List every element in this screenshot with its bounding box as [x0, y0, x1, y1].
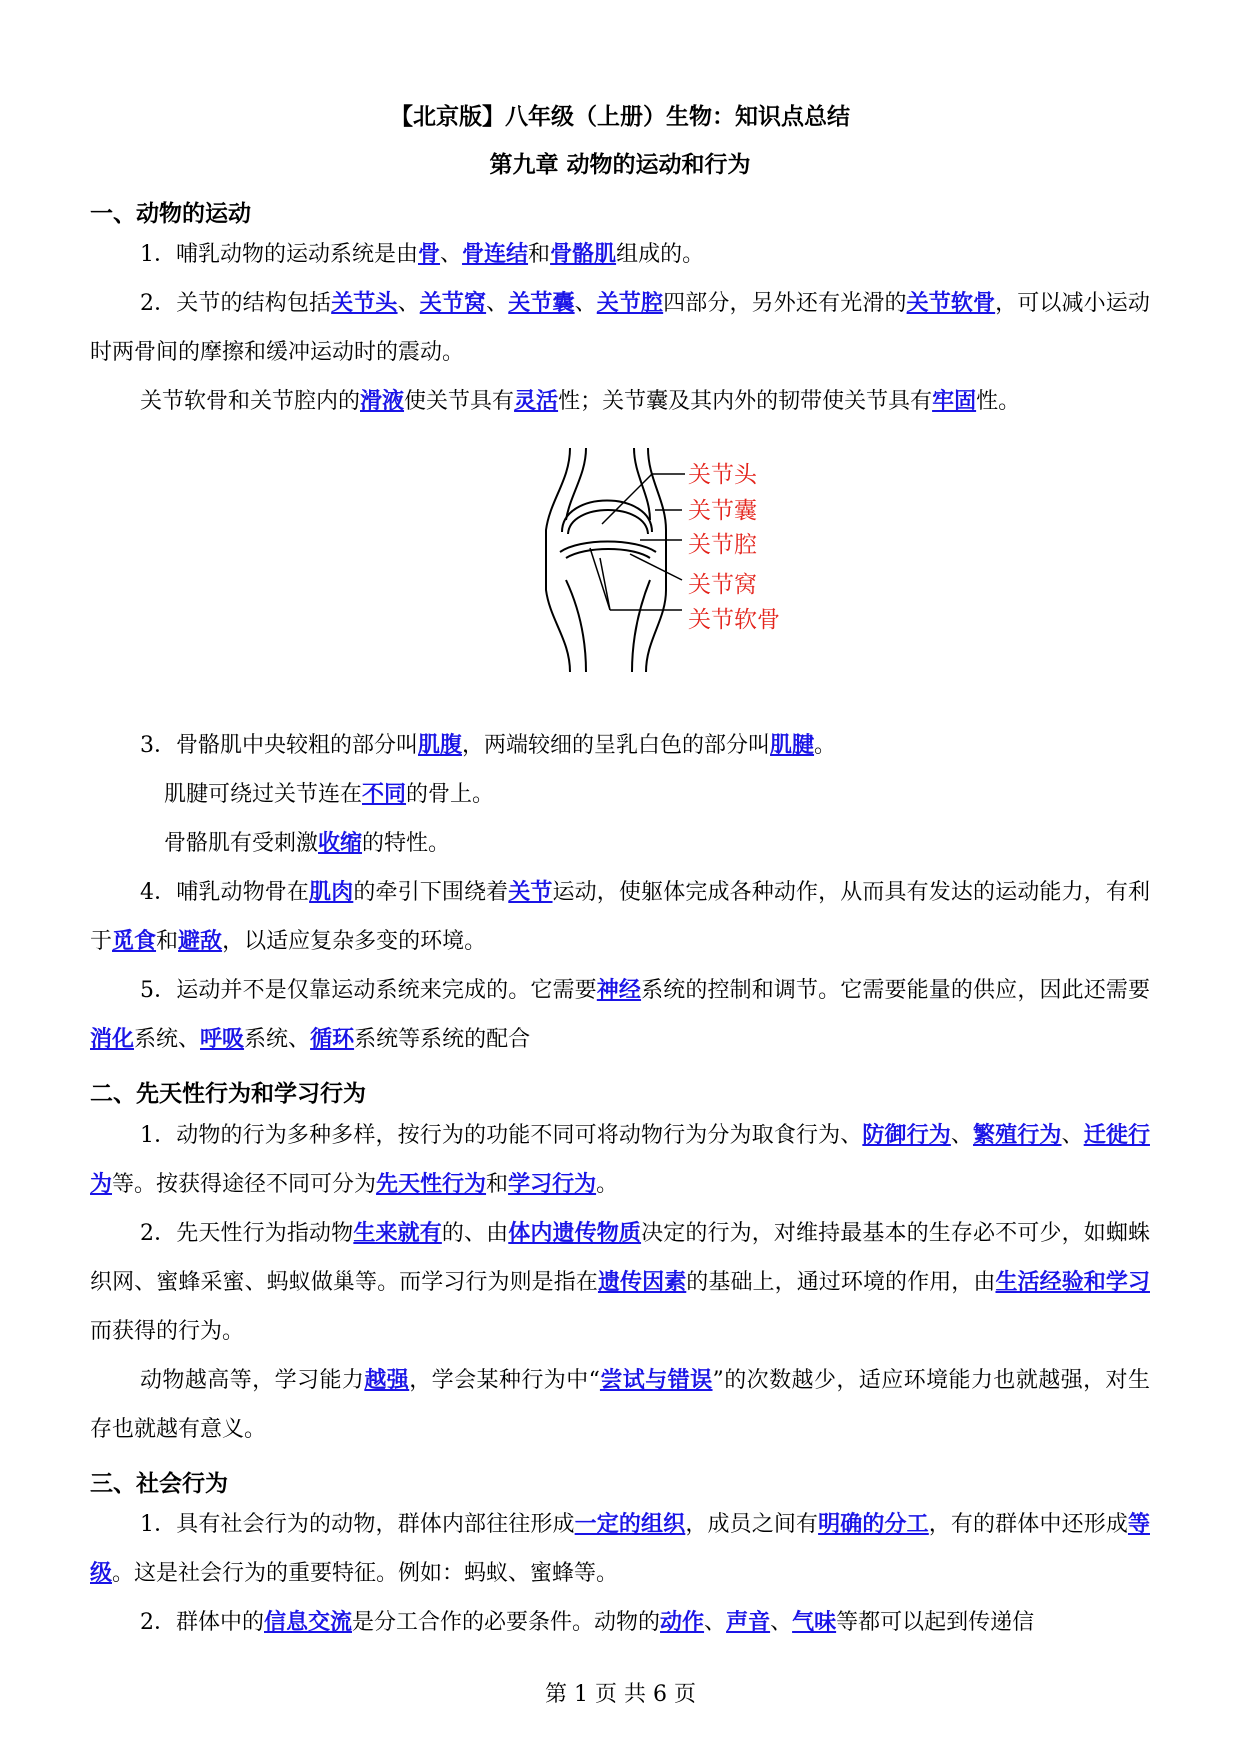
keyword: 学习行为: [508, 1172, 597, 1197]
section-heading-1: 一、动物的运动: [90, 201, 251, 227]
label-joint-head: 关节头: [688, 462, 757, 488]
keyword: 灵活: [514, 389, 559, 414]
text: 1．哺乳动物的运动系统是由: [140, 242, 418, 267]
paragraph-2-3: [90, 1356, 1150, 1454]
label-joint-capsule: 关节囊: [688, 498, 757, 524]
text: ，两端较细的呈乳白色的部分叫: [462, 733, 771, 758]
keyword: 一定的组织: [574, 1512, 686, 1537]
text: 、: [486, 291, 509, 316]
text: ，学会某种行为中“: [409, 1368, 600, 1393]
keyword: 信息交流: [264, 1610, 353, 1635]
paragraph-2-2: [90, 1209, 1150, 1356]
text: 、: [397, 291, 420, 316]
text: 动物越高等，学习能力: [140, 1368, 365, 1393]
text: 的、由: [441, 1221, 509, 1246]
text: 四部分，另外还有光滑的: [663, 291, 907, 316]
paragraph-2-1: [90, 1111, 1150, 1209]
text: 骨骼肌有受刺激: [164, 831, 319, 856]
text: 5．运动并不是仅靠运动系统来完成的。它需要: [140, 978, 597, 1003]
text: 系统、: [244, 1027, 311, 1052]
leader-line: [630, 554, 682, 580]
keyword: 等级: [90, 1512, 1150, 1586]
joint-head-cartilage: [568, 510, 648, 534]
text: 2．群体中的: [140, 1610, 264, 1635]
keyword: 骨: [418, 242, 441, 267]
text: 组成的。: [616, 242, 705, 267]
keyword: 呼吸: [200, 1027, 245, 1052]
paragraph-1-5: [90, 770, 1150, 819]
text: 和: [528, 242, 551, 267]
text: 3．骨骼肌中央较粗的部分叫: [140, 733, 418, 758]
keyword: 避敌: [178, 929, 223, 954]
paragraph-1-2: [90, 279, 1150, 377]
joint-socket-cartilage: [566, 549, 650, 558]
keyword: 繁殖行为: [973, 1123, 1062, 1148]
paragraph-1-6: [90, 819, 1150, 868]
label-joint-socket: 关节窝: [688, 572, 757, 598]
paragraph-3-2: [90, 1598, 1150, 1647]
text: 和: [486, 1172, 509, 1197]
keyword: 肌腹: [418, 733, 463, 758]
keyword: 收缩: [318, 831, 363, 856]
keyword: 骨骼肌: [550, 242, 617, 267]
keyword: 迁徙行为: [90, 1123, 1150, 1197]
keyword: 尝试与错误: [599, 1368, 713, 1393]
outer-left-outline: [546, 448, 570, 672]
text: 、: [770, 1610, 793, 1635]
paragraph-1-8: [90, 966, 1150, 1064]
text: 、: [704, 1610, 727, 1635]
keyword: 关节腔: [596, 291, 664, 316]
text: 关节软骨和关节腔内的: [140, 389, 361, 414]
text: 的基础上，通过环境的作用，由: [686, 1270, 996, 1295]
paragraph-1-4: [90, 721, 1150, 770]
keyword: 气味: [792, 1610, 837, 1635]
text: 1．具有社会行为的动物，群体内部往往形成: [140, 1512, 575, 1537]
paragraph-3-1: [90, 1500, 1150, 1598]
paragraph-1-1: [90, 230, 1150, 279]
keyword: 肌肉: [309, 880, 354, 905]
text: 系统、: [134, 1027, 201, 1052]
keyword: 动作: [660, 1610, 705, 1635]
keyword: 体内遗传物质: [508, 1221, 642, 1246]
text: 。这是社会行为的重要特征。例如：蚂蚁、蜜蜂等。: [112, 1561, 619, 1586]
text: 运动，使躯体完成各种动作，从而具有发达的运动能力，有利于: [90, 880, 1150, 954]
keyword: 防御行为: [862, 1123, 951, 1148]
keyword: 生活经验和学习: [995, 1270, 1150, 1295]
text: 等。按获得途径不同可分为: [112, 1172, 377, 1197]
joint-socket: [560, 542, 656, 553]
keyword: 滑液: [360, 389, 405, 414]
text: 和: [156, 929, 179, 954]
keyword: 关节囊: [508, 291, 575, 316]
leader-line: [590, 548, 610, 610]
text: 、: [574, 291, 597, 316]
keyword: 明确的分工: [818, 1512, 929, 1537]
page-footer: 第 1 页 共 6 页: [545, 1682, 696, 1707]
text: 决定的行为，对维持最基本的生存必不可少，如蜘蛛织网、蜜蜂采蜜、蚂蚁做巢等。而学习行为则是指在: [90, 1221, 1150, 1295]
text: ，有的群体中还形成: [928, 1512, 1128, 1537]
joint-structure-diagram: [490, 440, 890, 680]
text: 2．关节的结构包括: [140, 291, 332, 316]
keyword: 循环: [310, 1027, 355, 1052]
joint-head: [562, 501, 652, 533]
text: 。: [596, 1172, 619, 1197]
paragraph-1-3: [90, 377, 1150, 426]
keyword: 关节软骨: [906, 291, 996, 316]
text: 性。: [976, 389, 1021, 414]
text: ，可以减小运动时两骨间的摩擦和缓冲运动时的震动。: [90, 291, 1150, 365]
text: 、: [1061, 1123, 1084, 1148]
text: 肌腱可绕过关节连在: [164, 782, 363, 807]
text: 使关节具有: [404, 389, 515, 414]
text: 。: [814, 733, 837, 758]
keyword: 先天性行为: [376, 1172, 487, 1197]
text: ，成员之间有: [685, 1512, 819, 1537]
keyword: 神经: [596, 978, 642, 1003]
leader-line: [602, 474, 652, 524]
keyword: 觅食: [112, 929, 157, 954]
keyword: 关节: [508, 880, 553, 905]
text: 的牵引下围绕着: [353, 880, 509, 905]
text: 4．哺乳动物骨在: [140, 880, 310, 905]
text: ”的次数越少，适应环境能力也就越强，对生存也就越有意义。: [90, 1368, 1150, 1442]
text: 的骨上。: [406, 782, 495, 807]
text: 等都可以起到传递信: [836, 1610, 1035, 1635]
keyword: 消化: [90, 1027, 135, 1052]
text: 、: [440, 242, 463, 267]
label-joint-cartilage: 关节软骨: [688, 607, 780, 633]
document-title: 【北京版】八年级（上册）生物：知识点总结: [390, 104, 850, 130]
section-heading-2: 二、先天性行为和学习行为: [90, 1081, 366, 1107]
text: 是分工合作的必要条件。动物的: [352, 1610, 661, 1635]
outer-right-outline: [646, 448, 666, 672]
text: ，以适应复杂多变的环境。: [222, 929, 487, 954]
label-joint-cavity: 关节腔: [688, 532, 757, 558]
paragraph-1-7: [90, 868, 1150, 966]
keyword: 关节头: [331, 291, 398, 316]
text: 1．动物的行为多种多样，按行为的功能不同可将动物行为分为取食行为、: [140, 1123, 863, 1148]
text: 系统的控制和调节。它需要能量的供应，因此还需要: [641, 978, 1150, 1003]
text: 2．先天性行为指动物: [140, 1221, 354, 1246]
text: 的特性。: [362, 831, 451, 856]
keyword: 不同: [362, 782, 407, 807]
keyword: 越强: [364, 1368, 410, 1393]
keyword: 遗传因素: [597, 1270, 687, 1295]
keyword: 声音: [726, 1610, 771, 1635]
text: 、: [950, 1123, 974, 1148]
keyword: 牢固: [932, 389, 977, 414]
section-heading-3: 三、社会行为: [90, 1471, 228, 1497]
keyword: 骨连结: [462, 242, 529, 267]
keyword: 肌腱: [770, 733, 815, 758]
text: 而获得的行为。: [90, 1319, 245, 1344]
chapter-title: 第九章 动物的运动和行为: [489, 152, 751, 178]
keyword: 关节窝: [419, 291, 487, 316]
keyword: 生来就有: [353, 1221, 442, 1246]
text: 性；关节囊及其内外的韧带使关节具有: [558, 389, 933, 414]
text: 系统等系统的配合: [354, 1027, 531, 1052]
